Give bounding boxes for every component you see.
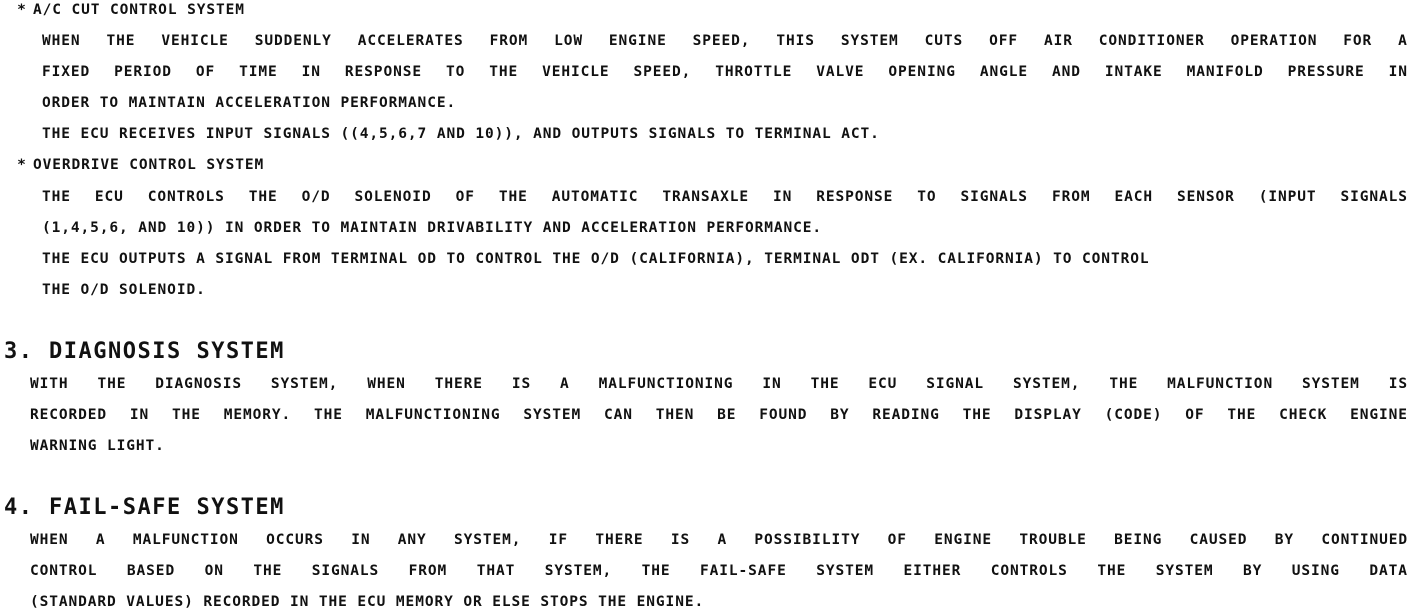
word: SENSOR [1176, 189, 1235, 205]
word: FIXED [42, 64, 91, 80]
ac-cut-title: A/C CUT CONTROL SYSTEM [33, 2, 245, 18]
word: TO [445, 64, 466, 80]
word: SPEED, [633, 64, 692, 80]
word: SIGNAL [926, 376, 985, 392]
word: TIME [239, 64, 278, 80]
ac-cut-bullet-heading [11, 0, 245, 20]
failsafe-paragraph-line-2 [30, 561, 1408, 581]
terminal-odt-label: TERMINAL ODT [764, 251, 880, 267]
word: OPENING [888, 64, 956, 80]
word: THE [106, 33, 136, 49]
word: MALFUNCTIONING [598, 376, 734, 392]
word: IN [301, 64, 321, 80]
word: BE [717, 407, 737, 423]
overdrive-line3-a: THE ECU OUTPUTS A SIGNAL FROM [42, 251, 331, 267]
word: SPEED, [692, 33, 751, 49]
word: CUTS [924, 33, 964, 49]
word: ENGINE [608, 33, 667, 49]
word: SOLENOID [354, 189, 432, 205]
word: CHECK [1279, 407, 1328, 423]
word: SYSTEM, [454, 532, 522, 548]
word: OPERATION [1230, 33, 1318, 49]
word: DATA [1369, 563, 1408, 579]
word: BY [1242, 563, 1263, 579]
word: USING [1291, 563, 1340, 579]
ac-cut-paragraph-line-2 [42, 62, 1408, 82]
word: OCCURS [266, 532, 324, 548]
failsafe-title: FAIL-SAFE SYSTEM [49, 495, 285, 520]
word: A [95, 532, 106, 548]
overdrive-paragraph-line-3 [42, 249, 1149, 269]
word: CAN [604, 407, 633, 423]
word: IN [351, 532, 371, 548]
word: FROM [489, 33, 529, 49]
word: ECU [868, 376, 898, 392]
word: MEMORY. [223, 407, 292, 423]
word: WHEN [367, 376, 406, 392]
word: TROUBLE [1019, 532, 1087, 548]
word: O/D [301, 189, 331, 205]
word: OFF [989, 33, 1018, 49]
word: THROTTLE [715, 64, 793, 80]
word: THAT [476, 563, 516, 579]
word: THE [1227, 407, 1257, 423]
word: TRANSAXLE [662, 189, 750, 205]
word: IF [548, 532, 569, 548]
word: MALFUNCTION [1167, 376, 1274, 392]
diagnosis-paragraph-line-3: WARNING LIGHT. [30, 438, 165, 454]
word: (INPUT [1258, 189, 1317, 205]
word: EACH [1114, 189, 1153, 205]
word: MALFUNCTIONING [365, 407, 501, 423]
word: IS [670, 532, 691, 548]
word: FOUND [759, 407, 808, 423]
section-number: 3. [4, 339, 34, 364]
word: THE [810, 376, 840, 392]
word: SYSTEM [523, 407, 582, 423]
word: A [560, 376, 570, 392]
word: THEN [655, 407, 695, 423]
word: BASED [126, 563, 176, 579]
word: SYSTEM [1155, 563, 1214, 579]
word: SYSTEM, [1012, 376, 1081, 392]
word: CONTROLS [990, 563, 1068, 579]
word: INTAKE [1104, 64, 1163, 80]
word: THE [498, 189, 528, 205]
word: PERIOD [114, 64, 172, 80]
word: FROM [1051, 189, 1091, 205]
overdrive-line3-b: TO CONTROL THE O/D (CALIFORNIA), [436, 251, 765, 267]
word: BEING [1114, 532, 1163, 548]
word: THERE [595, 532, 644, 548]
overdrive-paragraph-line-2: (1,4,5,6, AND 10)) IN ORDER TO MAINTAIN DRIVABILITY AND ACCELERATION PERFORMANCE. [42, 220, 823, 236]
word: SIGNALS [311, 563, 380, 579]
overdrive-paragraph-line-1 [42, 187, 1408, 207]
word: SYSTEM, [544, 563, 613, 579]
word: THE [248, 189, 278, 205]
word: ENGINE [934, 532, 993, 548]
word: THE [962, 407, 992, 423]
word: IN [773, 189, 793, 205]
word: THIS [776, 33, 815, 49]
word: THE [97, 376, 127, 392]
word: MALFUNCTION [132, 532, 239, 548]
word: AND [1051, 64, 1081, 80]
word: SYSTEM, [270, 376, 339, 392]
failsafe-paragraph-line-3: (STANDARD VALUES) RECORDED IN THE ECU MEMORY OR ELSE STOPS THE ENGINE. [30, 594, 705, 610]
word: ANY [397, 532, 427, 548]
word: DISPLAY [1014, 407, 1082, 423]
word: THE [641, 563, 671, 579]
ac-cut-paragraph-line-4 [42, 124, 880, 144]
word: WITH [30, 376, 69, 392]
terminal-od-label: TERMINAL OD [330, 251, 437, 267]
word: AUTOMATIC [551, 189, 639, 205]
word: THE [1097, 563, 1127, 579]
word: PRESSURE [1287, 64, 1365, 80]
word: FOR [1343, 33, 1373, 49]
word: A [717, 532, 728, 548]
word: MANIFOLD [1186, 64, 1264, 80]
word: THE [253, 563, 283, 579]
word: BY [1274, 532, 1294, 548]
word: CONTINUED [1321, 532, 1408, 548]
word: OF [1185, 407, 1205, 423]
word: THE [42, 189, 71, 205]
word: DIAGNOSIS [155, 376, 242, 392]
bullet-icon: * [17, 2, 27, 18]
word: WHEN [30, 532, 69, 548]
diagnosis-paragraph-line-2 [30, 405, 1408, 425]
word: CONTROLS [147, 189, 225, 205]
failsafe-section-heading [4, 494, 285, 522]
word: OF [887, 532, 907, 548]
overdrive-title: OVERDRIVE CONTROL SYSTEM [33, 157, 265, 173]
word: ANGLE [979, 64, 1028, 80]
word: FAIL-SAFE [700, 563, 787, 579]
word: SIGNALS [1340, 189, 1408, 205]
word: RECORDED [30, 407, 108, 423]
word: ON [204, 563, 224, 579]
word: SIGNALS [960, 189, 1028, 205]
word: IS [1388, 376, 1408, 392]
overdrive-line3-c: (EX. CALIFORNIA) TO CONTROL [879, 251, 1150, 267]
ac-cut-paragraph-line-3: ORDER TO MAINTAIN ACCELERATION PERFORMANCE. [42, 95, 457, 111]
word: VALVE [816, 64, 865, 80]
word: ENGINE [1350, 407, 1408, 423]
word: CAUSED [1189, 532, 1248, 548]
ac-cut-line4-end: . [870, 126, 880, 142]
terminal-act-label: TERMINAL ACT [754, 126, 871, 142]
diagnosis-title: DIAGNOSIS SYSTEM [49, 339, 285, 364]
word: IN [1388, 64, 1408, 80]
word: SYSTEM [816, 563, 874, 579]
word: THE [314, 407, 343, 423]
word: WHEN [42, 33, 81, 49]
word: AIR [1043, 33, 1073, 49]
word: CONDITIONER [1098, 33, 1205, 49]
word: RESPONSE [816, 189, 894, 205]
word: SYSTEM [840, 33, 899, 49]
word: THE [489, 64, 519, 80]
word: SYSTEM [1302, 376, 1360, 392]
ac-cut-paragraph-line-1 [42, 31, 1408, 51]
failsafe-paragraph-line-1 [30, 530, 1408, 550]
word: THE [1109, 376, 1139, 392]
word: READING [872, 407, 940, 423]
word: VEHICLE [542, 64, 610, 80]
word: VEHICLE [161, 33, 229, 49]
overdrive-bullet-heading [11, 155, 264, 175]
diagnosis-section-heading [4, 338, 285, 366]
word: ACCELERATES [357, 33, 464, 49]
overdrive-paragraph-line-4: THE O/D SOLENOID. [42, 282, 206, 298]
word: SUDDENLY [254, 33, 332, 49]
word: CONTROL [30, 563, 98, 579]
word: BY [830, 407, 850, 423]
word: (CODE) [1104, 407, 1163, 423]
word: THERE [434, 376, 483, 392]
word: ECU [94, 189, 124, 205]
word: POSSIBILITY [754, 532, 861, 548]
word: A [1398, 33, 1408, 49]
word: RESPONSE [344, 64, 422, 80]
section-number: 4. [4, 495, 34, 520]
word: THE [172, 407, 201, 423]
word: IN [129, 407, 150, 423]
word: FROM [408, 563, 448, 579]
ac-cut-line4-text: THE ECU RECEIVES INPUT SIGNALS ((4,5,6,7 AND 10)), AND OUTPUTS SIGNALS TO [42, 126, 755, 142]
word: OF [195, 64, 216, 80]
word: IS [511, 376, 532, 392]
word: EITHER [903, 563, 962, 579]
word: LOW [554, 33, 583, 49]
word: TO [917, 189, 937, 205]
bullet-icon: * [17, 157, 27, 173]
word: OF [455, 189, 475, 205]
word: IN [762, 376, 782, 392]
diagnosis-paragraph-line-1 [30, 374, 1408, 394]
